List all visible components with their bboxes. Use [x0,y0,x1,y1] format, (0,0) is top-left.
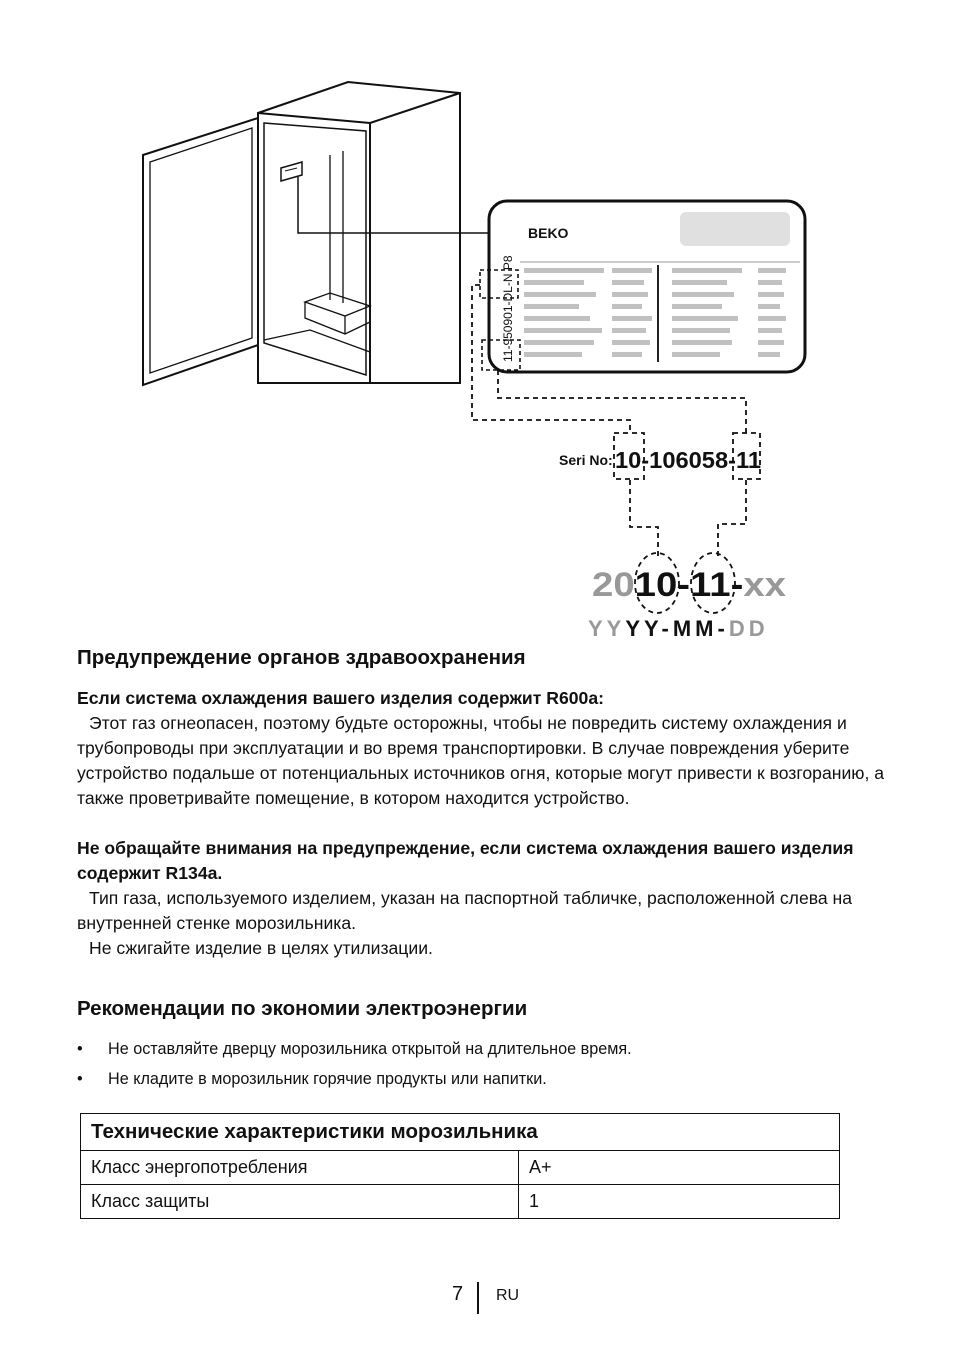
rating-plate [480,201,805,372]
bullet-text: Не кладите в морозильник горячие продукты или напитки. [108,1070,547,1088]
production-date [592,566,786,604]
table-row [81,1185,840,1219]
serial-prefix: Seri No: [559,452,613,468]
label-side-code: 11-950901-DL-N P8 [501,255,515,362]
bullet-dot: • [77,1070,83,1088]
date-main: 10-11- [634,566,732,604]
freezer-drawing [143,82,488,385]
brand-logo: BEKO [528,225,569,241]
gas-type-paragraph: Тип газа, используемого изделием, указан на паспортной табличке, расположенной слева на внутренней стенке морозильника. [77,888,853,933]
date-gray: 20 [592,566,630,604]
table-cell-value: A+ [519,1151,840,1185]
table-cell-value: 1 [519,1185,840,1219]
r134a-subheading: Не обращайте внимания на предупреждение, если система охлаждения вашего изделия содержит R134a. [77,838,854,883]
date-tail: xx [743,566,782,604]
disposal-paragraph: Не сжигайте изделие в целях утилизации. [89,938,433,958]
table-header-row [81,1114,840,1151]
r600a-paragraph: Этот газ огнеопасен, поэтому будьте осторожны, чтобы не повредить систему охлаждения и трубопроводы при эксплуатации и во время транспортировки. В случае повреждения уберите устройство подальше от потенциальных источников огня, которые могут привести к возгоранию, а также проветривайте помещение, в котором находится устройство. [77,713,885,808]
freezer-serial-diagram [0,0,954,650]
serial-number [559,447,761,473]
date-format [588,616,769,641]
health-warning-title: Предупреждение органов здравоохранения [77,646,526,669]
energy-saving-title: Рекомендации по экономии электроэнергии [77,997,528,1020]
page-number: 7 [452,1283,464,1305]
r600a-subheading: Если система охлаждения вашего изделия содержит R600a: [77,688,604,708]
language-code: RU [496,1287,520,1304]
table-row [81,1151,840,1185]
table-cell-label: Класс защиты [81,1185,519,1219]
specs-table-title: Технические характеристики морозильника [81,1114,840,1151]
serial-value: 10-106058-11 [615,447,762,473]
footer-divider [477,1282,479,1314]
bullet-dot: • [77,1040,83,1058]
bullet-text: Не оставляйте дверцу морозильника открытой на длительное время. [108,1040,632,1058]
table-cell-label: Класс энергопотребления [81,1151,519,1185]
format-main: YY-MM- [625,616,729,641]
format-tail: DD [728,616,769,641]
specs-table [80,1113,840,1219]
format-gray: YY [588,616,626,641]
